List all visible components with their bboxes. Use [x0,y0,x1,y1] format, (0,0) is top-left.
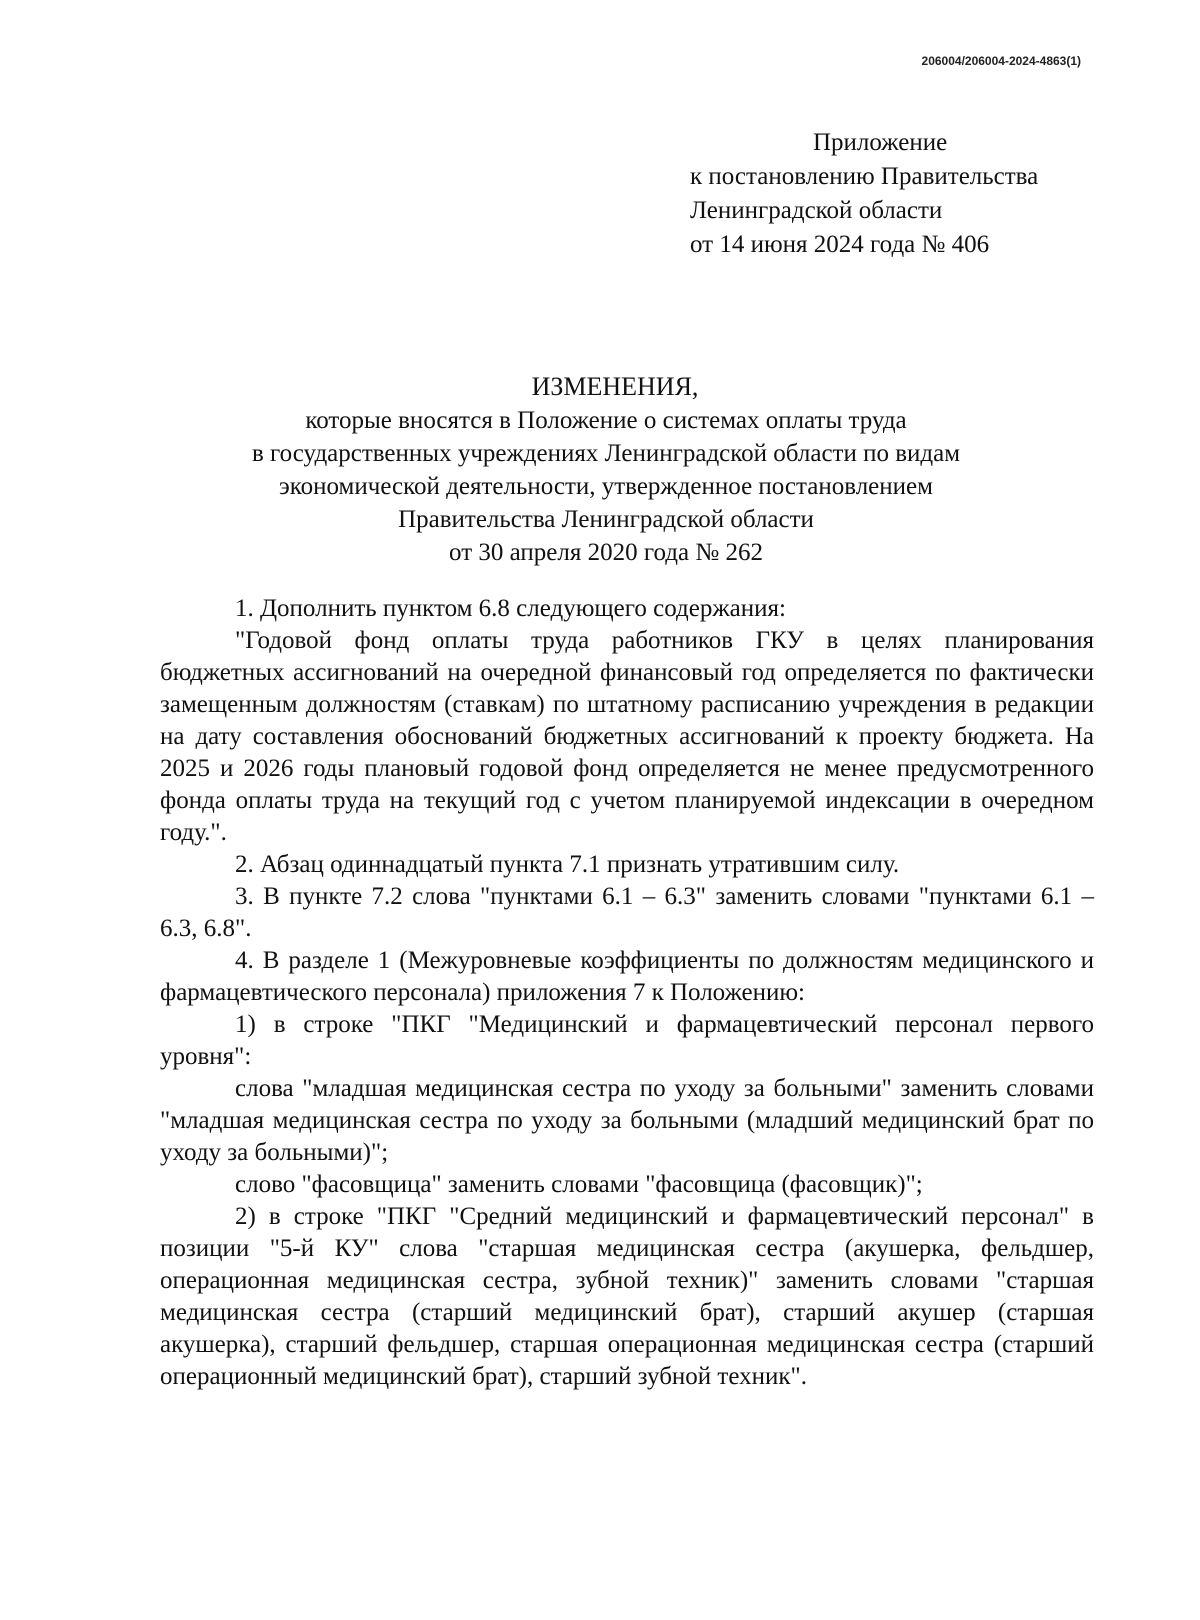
appendix-line-resolution: к постановлению Правительства [690,163,1039,190]
paragraph-subitem-1-word: слово "фасовщица" заменить словами "фасовщица (фасовщик)"; [235,1171,923,1198]
paragraph-subitem-2: 2) в строке "ПКГ "Средний медицинский и фармацевтический персонал" в позиции "5-й КУ" слова "старшая медицинская сестра (акушерка, фельдшер, операционная медицинская сестра, зубной техник)" заменить словами "старшая медицинская сестра (старший медицинский брат), старший акушер (старшая акушерка), старший фельдшер, старшая операционная медицинская сестра (старший операционный медицинский брат), старший зубной техник". [160,1203,1094,1390]
document-title-block [0,370,1200,569]
document-subtitle-line: экономической деятельности, утвержденное постановлением [279,473,933,500]
appendix-line-date: от 14 июня 2024 года № 406 [690,231,990,258]
appendix-line-title: Приложение [813,129,948,156]
paragraph-subitem-1: 1) в строке "ПКГ "Медицинский и фармацевтический персонал первого уровня": [160,1011,1094,1070]
document-body [160,593,1094,1393]
paragraph-item-3: 3. В пункте 7.2 слова "пунктами 6.1 – 6.3" заменить словами "пунктами 6.1 – 6.3, 6.8". [160,883,1094,942]
paragraph-item-4: 4. В разделе 1 (Межуровневые коэффициенты по должностям медицинского и фармацевтического персонала) приложения 7 к Положению: [160,947,1094,1006]
document-title: ИЗМЕНЕНИЯ, [531,372,699,401]
paragraph-item-1: 1. Дополнить пунктом 6.8 следующего содержания: [235,595,786,622]
appendix-line-region: Ленинградской области [690,197,943,224]
document-registration-number: 206004/206004-2024-4863(1) [921,54,1081,68]
document-subtitle-line: от 30 апреля 2020 года № 262 [449,539,763,566]
document-subtitle-line: которые вносятся в Положение о системах оплаты труда [305,407,907,434]
paragraph-item-2: 2. Абзац одиннадцатый пункта 7.1 признать утратившим силу. [235,851,900,878]
document-subtitle-line: Правительства Ленинградской области [398,506,814,533]
document-subtitle-line: в государственных учреждениях Ленинградской области по видам [251,440,961,467]
paragraph-subitem-1-words: слова "младшая медицинская сестра по уходу за больными" заменить словами "младшая медицинская сестра по уходу за больными (младший медицинский брат по уходу за больными)"; [160,1075,1094,1166]
paragraph-quote-6-8: "Годовой фонд оплаты труда работников ГКУ в целях планирования бюджетных ассигнований на очередной финансовый год определяется по фактически замещенным должностям (ставкам) по штатному расписанию учреждения в редакции на дату составления обоснований бюджетных ассигнований к проекту бюджета. На 2025 и 2026 годы плановый годовой фонд определяется не менее предусмотренного фонда оплаты труда на текущий год с учетом планируемой индексации в очередном году.". [160,627,1094,846]
appendix-block [690,126,1160,262]
